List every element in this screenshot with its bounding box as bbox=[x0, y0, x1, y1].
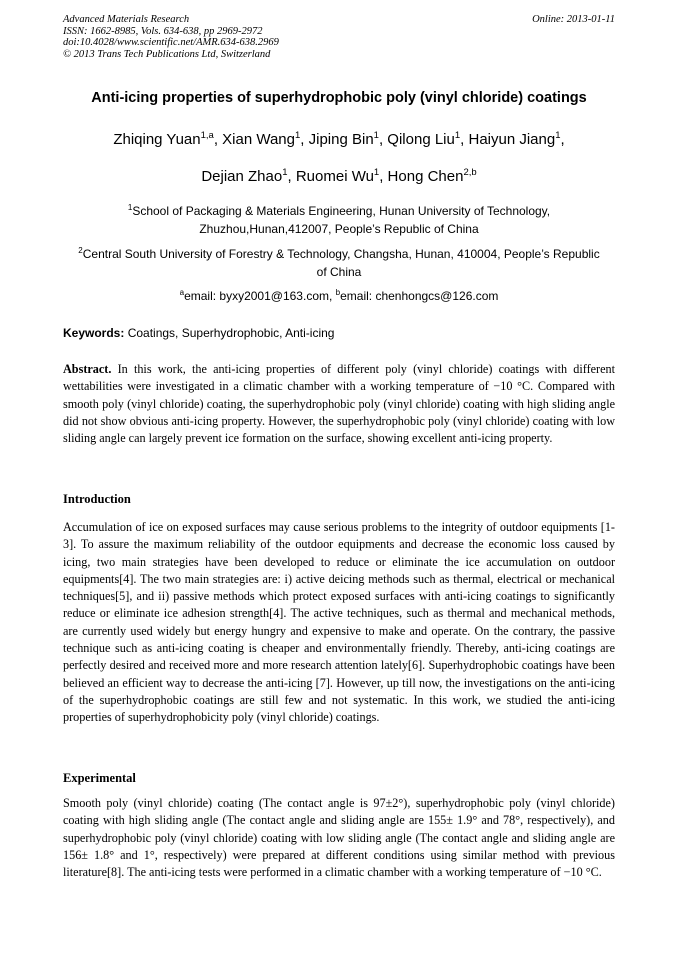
email-a: email: byxy2001@163.com, bbox=[184, 289, 336, 303]
introduction-paragraph: Accumulation of ice on exposed surfaces may cause serious problems to the integrity of outdoor equipments [1-3]. To assure the maximum reliability of the outdoor equipments and decrease the economic loss caused by icing, two main strategies have been developed to reduce or eliminate the ice accumulation on outdoor equipments[4]. The two main strategies are: i) active deicing methods such as thermal, electrical or mechanical techniques[5], and ii) passive methods which protect exposed surfaces with anti-icing coatings to significantly reduce or eliminate ice adhesion strength[4]. The active techniques, such as thermal and mechanical methods, are currently used widely but energy hungry and expensive to make and operate. On the contrary, the passive technique such as anti-icing coating is cheaper and environmentally friendly. Thereby, anti-icing coatings are perfectly desired and received more and more research attention lately[6]. Superhydrophobic coatings have been believed an efficient way to decrease the anti-icing [7]. However, up till now, the investigations on the anti-icing of the superhydrophobic coatings are still few and not systematic. In this work, we studied the anti-icing properties of superhydrophobicity poly (vinyl chloride) coatings. bbox=[63, 520, 615, 725]
author-affiliation-mark: 1 bbox=[555, 130, 561, 141]
author-affiliation-mark: 1,a bbox=[200, 130, 214, 141]
author-name: , Hong Chen bbox=[379, 168, 464, 185]
author-name: , Haiyun Jiang bbox=[460, 131, 556, 148]
affiliation-text: School of Packaging & Materials Engineering, Hunan University of Technology, bbox=[132, 204, 551, 218]
affiliation-mark: 2 bbox=[78, 246, 83, 255]
keywords-label: Keywords: bbox=[63, 326, 125, 340]
issn-line: ISSN: 1662-8985, Vols. 634-638, pp 2969-2972 bbox=[63, 25, 263, 37]
author-name: Zhiqing Yuan bbox=[113, 131, 201, 148]
email-b: email: chenhongcs@126.com bbox=[340, 289, 499, 303]
author-name: , Qilong Liu bbox=[378, 131, 455, 148]
introduction-heading: Introduction bbox=[63, 492, 131, 506]
experimental-paragraph: Smooth poly (vinyl chloride) coating (The contact angle is 97±2°), superhydrophobic poly (vinyl chloride) coating with high sliding angle (The contact angle and sliding angle are 155± 1.9° and 78°, respectively), and superhydrophobic poly (vinyl chloride) coating with low sliding angle (The contact angle and sliding angle are 156± 1.8° and 1°, respectively) were prepared at different conditions using similar method with previous literature[8]. The anti-icing tests were performed in a climatic chamber with a working temperature of −10 °C. bbox=[63, 796, 615, 880]
online-date: Online: 2013-01-11 bbox=[532, 14, 615, 25]
author-affiliation-mark: 2,b bbox=[463, 167, 477, 178]
author-name: Dejian Zhao bbox=[201, 168, 283, 185]
email-mark: a bbox=[179, 288, 185, 297]
keywords-text: Coatings, Superhydrophobic, Anti-icing bbox=[124, 326, 335, 340]
doi-line: doi:10.4028/www.scientific.net/AMR.634-638.2969 bbox=[63, 37, 279, 48]
affiliation-mark: 1 bbox=[127, 203, 133, 212]
author-affiliation-mark: 1 bbox=[373, 130, 379, 141]
abstract-label: Abstract. bbox=[63, 362, 112, 376]
journal-header bbox=[63, 14, 615, 60]
author-line-2 bbox=[30, 168, 648, 185]
keywords bbox=[63, 326, 615, 340]
author-name: , Xian Wang bbox=[213, 131, 295, 148]
affiliation-text: Central South University of Forestry & Technology, Changsha, Hunan, 410004, People’s Republic bbox=[82, 247, 600, 261]
experimental-heading: Experimental bbox=[63, 771, 136, 785]
author-name: , Jiping Bin bbox=[300, 131, 374, 148]
author-line-1 bbox=[30, 131, 648, 148]
author-affiliation-mark: 1 bbox=[282, 167, 288, 178]
email-line bbox=[62, 287, 616, 305]
author-separator: , bbox=[560, 131, 565, 148]
affiliation-text: Zhuzhou,Hunan,412007, People’s Republic of China bbox=[199, 222, 479, 236]
author-affiliation-mark: 1 bbox=[373, 167, 380, 178]
affiliation-1 bbox=[62, 202, 616, 238]
copyright-line: © 2013 Trans Tech Publications Ltd, Switzerland bbox=[63, 48, 271, 60]
author-affiliation-mark: 1 bbox=[454, 130, 461, 141]
author-name: , Ruomei Wu bbox=[287, 168, 374, 185]
author-affiliation-mark: 1 bbox=[295, 130, 301, 141]
email-mark: b bbox=[335, 288, 341, 297]
paper-title: Anti-icing properties of superhydrophobic poly (vinyl chloride) coatings bbox=[91, 90, 587, 106]
abstract-text: In this work, the anti-icing properties of different poly (vinyl chloride) coatings with different wettabilities were investigated in a climatic chamber with a working temperature of −10 °C. Compared with smooth poly (vinyl chloride) coating, the superhydrophobic poly (vinyl chloride) coating with high sliding angle did not show obvious anti-icing property. However, the superhydrophobic poly (vinyl chloride) coating with low sliding angle can largely prevent ice formation on the surface, showing excellent anti-icing property. bbox=[63, 362, 615, 446]
abstract bbox=[63, 361, 615, 447]
affiliation-2 bbox=[62, 245, 616, 281]
journal-name: Advanced Materials Research bbox=[63, 14, 190, 25]
affiliation-text: of China bbox=[316, 265, 362, 279]
